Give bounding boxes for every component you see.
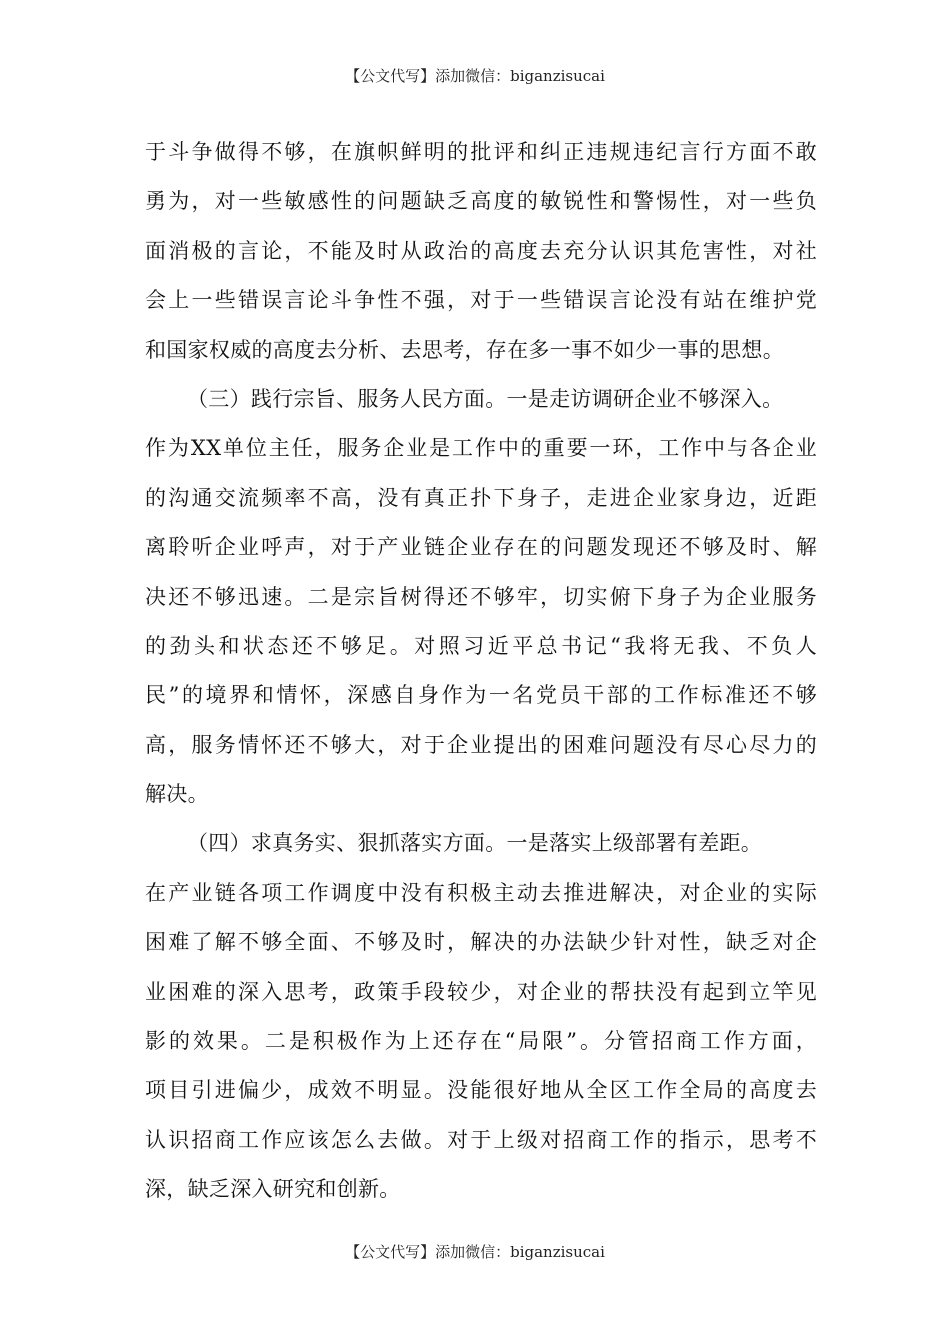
text-line: 的沟通交流频率不高，没有真正扑下身子，走进企业家身边，近距 [145,485,817,510]
text-line: 离聆听企业呼声，对于产业链企业存在的问题发现还不够及时、解 [145,535,817,560]
text-line: 民”的境界和情怀，深感自身作为一名党员干部的工作标准还不够 [145,683,817,708]
document-body [145,128,817,1215]
text-line: 作为XX单位主任，服务企业是工作中的重要一环，工作中与各企业 [145,436,817,461]
section-heading-line: （四）求真务实、狠抓落实方面。一是落实上级部署有差距。 [187,831,763,856]
section-heading-line: （三）践行宗旨、服务人民方面。一是走访调研企业不够深入。 [187,386,784,411]
text-line: 深，缺乏深入研究和创新。 [145,1177,401,1202]
text-line: 高，服务情怀还不够大，对于企业提出的困难问题没有尽心尽力的 [145,732,817,757]
text-line: 在产业链各项工作调度中没有积极主动去推进解决，对企业的实际 [145,880,817,905]
text-line: 项目引进偏少，成效不明显。没能很好地从全区工作全局的高度去 [145,1078,817,1103]
text-line: 影的效果。二是积极作为上还存在“局限”。分管招商工作方面， [145,1029,817,1054]
text-line: 业困难的深入思考，政策手段较少，对企业的帮扶没有起到立竿见 [145,979,817,1004]
text-line: 解决。 [145,782,209,807]
page-footer: 【公文代写】添加微信：biganzisucai [345,1243,605,1261]
text-line: 会上一些错误言论斗争性不强，对于一些错误言论没有站在维护党 [145,288,817,313]
text-line: 面消极的言论，不能及时从政治的高度去充分认识其危害性，对社 [145,238,817,263]
page-header: 【公文代写】添加微信：biganzisucai [345,67,605,85]
text-line: 困难了解不够全面、不够及时，解决的办法缺少针对性，缺乏对企 [145,930,817,955]
text-line: 决还不够迅速。二是宗旨树得还不够牢，切实俯下身子为企业服务 [145,584,817,609]
text-line: 于斗争做得不够，在旗帜鲜明的批评和纠正违规违纪言行方面不敢 [145,140,817,164]
text-line: 的劲头和状态还不够足。对照习近平总书记“我将无我、不负人 [145,633,817,658]
text-line: 和国家权威的高度去分析、去思考，存在多一事不如少一事的思想。 [145,337,784,362]
text-line: 勇为，对一些敏感性的问题缺乏高度的敏锐性和警惕性，对一些负 [145,189,817,214]
text-line: 认识招商工作应该怎么去做。对于上级对招商工作的指示，思考不 [145,1127,817,1152]
